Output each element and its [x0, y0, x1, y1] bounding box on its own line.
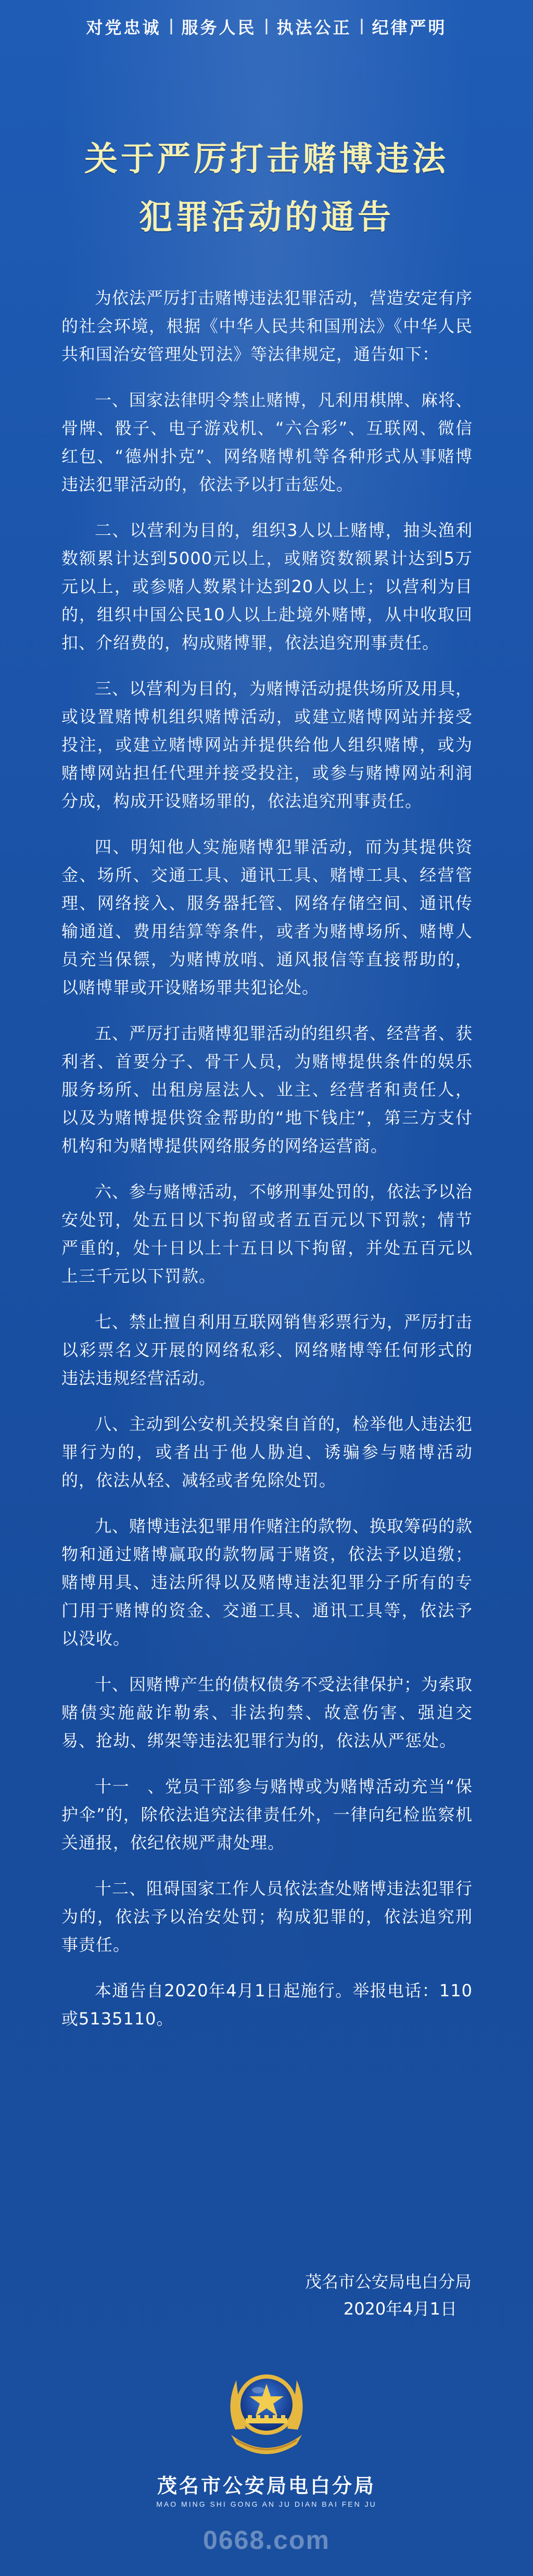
- slogan-item: 服务人民: [181, 18, 257, 37]
- slogan-divider: [170, 19, 172, 34]
- slogan-divider: [361, 19, 363, 34]
- clause-paragraph: 四、明知他人实施赌博犯罪活动，而为其提供资金、场所、交通工具、通讯工具、赌博工具、经营管理、网络接入、服务器托管、网络存储空间、通讯传输通道、费用结算等条件，或者为赌博场所、赌博人员充当保镖，为赌博放哨、通风报信等直接帮助的，以赌博罪或开设赌场罪共犯论处。: [61, 837, 473, 997]
- slogan-item: 纪律严明: [372, 18, 447, 37]
- clause-paragraph: 七、禁止擅自利用互联网销售彩票行为，严厉打击以彩票名义开展的网络私彩、网络赌博等任何形式的违法违规经营活动。: [61, 1312, 473, 1388]
- signoff-date: 2020年4月1日: [343, 2299, 457, 2319]
- clause-paragraph: 十、因赌博产生的债权债务不受法律保护；为索取赌债实施敲诈勒索、非法拘禁、故意伤害、强迫交易、抢劫、绑架等违法犯罪行为的，依法从严惩处。: [61, 1674, 473, 1750]
- clause-paragraph: 八、主动到公安机关投案自首的，检举他人违法犯罪行为的，或者出于他人胁迫、诱骗参与赌博活动的，依法从轻、减轻或者免除处罚。: [61, 1414, 473, 1490]
- title-line-2: 犯罪活动的通告: [139, 198, 394, 237]
- clause-paragraph: 十一 、党员干部参与赌博或为赌博活动充当“保护伞”的，除依法追究法律责任外，一律向纪检监察机关通报，依纪依规严肃处理。: [61, 1777, 473, 1853]
- clause-paragraph: 三、以营利为目的，为赌博活动提供场所及用具，或设置赌博机组织赌博活动，或建立赌博网站并接受投注，或建立赌博网站并提供给他人组织赌博，或为赌博网站担任代理并接受投注，或参与赌博网站利润分成，构成开设赌场罪的，依法追究刑事责任。: [61, 679, 473, 811]
- bureau-pinyin: MAO MING SHI GONG AN JU DIAN BAI FEN JU: [156, 2500, 377, 2508]
- signoff-org: 茂名市公安局电白分局: [304, 2272, 472, 2292]
- page-title: [0, 130, 533, 247]
- slogan-bar: [86, 15, 447, 39]
- slogan-item: 执法公正: [276, 18, 352, 37]
- police-emblem-icon: [221, 2357, 312, 2461]
- intro-paragraph: 为依法严厉打击赌博违法犯罪活动，营造安定有序的社会环境，根据《中华人民共和国刑法》《中华人民共和国治安管理处罚法》等法律规定，通告如下：: [61, 288, 473, 364]
- clause-paragraph: 二、以营利为目的，组织3人以上赌博，抽头渔利数额累计达到5000元以上，或赌资数额累计达到5万元以上，或参赌人数累计达到20人以上；以营利为目的，组织中国公民10人以上赴境外赌博，从中收取回扣、介绍费的，构成赌博罪，依法追究刑事责任。: [61, 520, 473, 653]
- slogan-divider: [266, 19, 268, 34]
- notice-body: [61, 284, 473, 2073]
- bureau-name: 茂名市公安局电白分局: [157, 2474, 376, 2497]
- slogan-item: 对党忠诚: [86, 18, 161, 37]
- effective-notice: 本通告自2020年4月1日起施行。举报电话：110或5135110。: [61, 1981, 473, 2029]
- title-line-1: 关于严厉打击赌博违法: [84, 140, 449, 179]
- clause-paragraph: 六、参与赌博活动，不够刑事处罚的，依法予以治安处罚，处五日以下拘留或者五百元以下罚款；情节严重的，处十日以上十五日以下拘留，并处五百元以上三千元以下罚款。: [61, 1182, 473, 1286]
- clause-paragraph: 十二、阻碍国家工作人员依法查处赌博违法犯罪行为的，依法予以治安处罚；构成犯罪的，依法追究刑事责任。: [61, 1879, 473, 1955]
- site-watermark: 0668.com: [203, 2525, 330, 2555]
- signoff: [305, 2268, 472, 2322]
- clause-paragraph: 五、严厉打击赌博犯罪活动的组织者、经营者、获利者、首要分子、骨干人员，为赌博提供条件的娱乐服务场所、出租房屋法人、业主、经营者和责任人，以及为赌博提供资金帮助的“地下钱庄”，第三方支付机构和为赌博提供网络服务的网络运营商。: [61, 1023, 473, 1156]
- clause-paragraph: 一、国家法律明令禁止赌博，凡利用棋牌、麻将、骨牌、骰子、电子游戏机、“六合彩”、互联网、微信红包、“德州扑克”、网络赌博机等各种形式从事赌博违法犯罪活动的，依法予以打击惩处。: [61, 390, 473, 494]
- clause-paragraph: 九、赌博违法犯罪用作赌注的款物、换取筹码的款物和通过赌博赢取的款物属于赌资，依法予以追缴；赌博用具、违法所得以及赌博违法犯罪分子所有的专门用于赌博的资金、交通工具、通讯工具等，依法予以没收。: [61, 1516, 473, 1648]
